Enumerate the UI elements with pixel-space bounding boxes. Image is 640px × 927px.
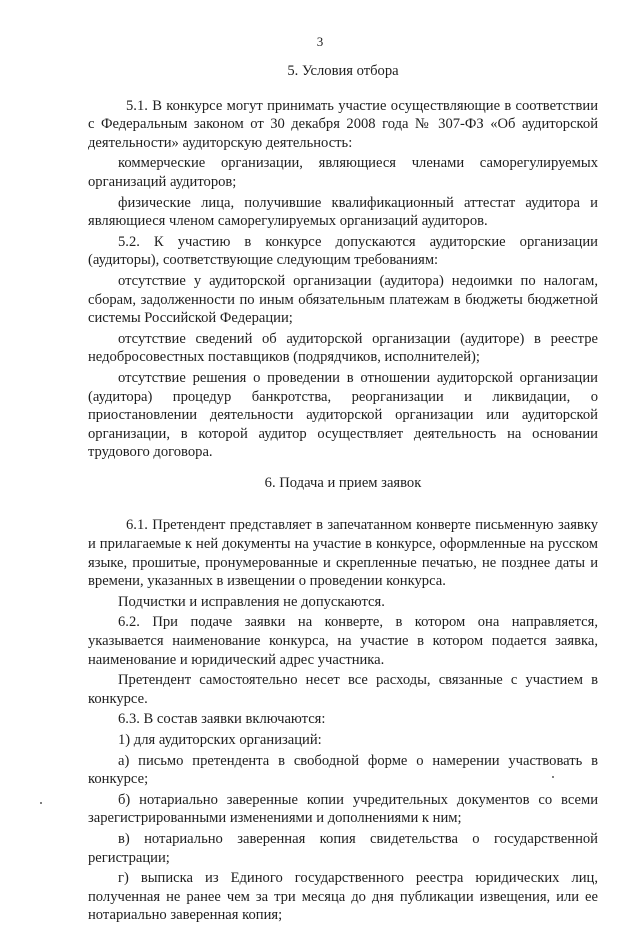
paragraph-5-1: 5.1. В конкурсе могут принимать участие осуществляющие в соответствии с Федеральным законом от 30 декабря 2008 года № 307-ФЗ «Об аудиторской деятельности» аудиторскую деятельность:: [88, 97, 598, 151]
section-6-title: 6. Подача и прием заявок: [264, 474, 422, 491]
paragraph-commercial-organizations: коммерческие организации, являющиеся членами саморегулируемых организаций аудиторов;: [88, 155, 598, 190]
list-item-b: б) нотариально заверенные копии учредительных документов со всеми зарегистрированными изменениями и дополнениями к ним;: [88, 791, 598, 827]
paragraph-6-1: 6.1. Претендент представляет в запечатанном конверте письменную заявку и прилагаемые к ней документы на участие в конкурсе, оформленные на русском языке, прошитые, пронумерованные и скрепленные печатью, не позднее даты и времени, указанных в извещении о проведении конкурса.: [88, 517, 598, 590]
paragraph-expenses: Претендент самостоятельно несет все расходы, связанные с участием в конкурсе.: [88, 672, 598, 707]
list-item-v: в) нотариально заверенная копия свидетельства о государственной регистрации;: [88, 830, 598, 866]
paragraph-6-2: 6.2. При подаче заявки на конверте, в котором она направляется, указывается наименование конкурса, на участие в котором подается заявка, наименование и юридический адрес участника.: [88, 614, 598, 668]
section-5-title: 5. Условия отбора: [287, 63, 399, 79]
scan-speck: [552, 776, 554, 778]
page-number: 3: [316, 34, 324, 49]
document-body: [88, 62, 598, 927]
paragraph-5-2: 5.2. К участию в конкурсе допускаются аудиторские организации (аудиторы), соответствующие следующим требованиям:: [88, 233, 598, 269]
list-item-a: а) письмо претендента в свободной форме о намерении участвовать в конкурсе;: [88, 752, 598, 788]
paragraph-individuals: физические лица, получившие квалификационный аттестат аудитора и являющиеся членом саморегулируемых организаций аудиторов.: [88, 194, 598, 230]
scan-speck: [40, 802, 42, 804]
list-heading-audit-organizations: 1) для аудиторских организаций:: [118, 732, 322, 748]
paragraph-no-tax-arrears: отсутствие у аудиторской организации (аудитора) недоимки по налогам, сборам, задолженности по иным обязательным платежам в бюджеты бюджетной системы Российской Федерации;: [88, 272, 598, 327]
paragraph-no-bankruptcy: отсутствие решения о проведении в отношении аудиторской организации (аудитора) процедур банкротства, реорганизации и ликвидации, о приостановлении деятельности аудиторской организации или аудиторской организации, в которой аудитор осуществляет деятельность на основании трудового договора.: [88, 369, 598, 461]
paragraph-no-unfair-supplier-record: отсутствие сведений об аудиторской организации (аудиторе) в реестре недобросовестных поставщиков (подрядчиков, исполнителей);: [88, 330, 598, 366]
paragraph-no-corrections: Подчистки и исправления не допускаются.: [118, 593, 385, 610]
paragraph-6-3: 6.3. В состав заявки включаются:: [118, 711, 326, 728]
list-item-g: г) выписка из Единого государственного реестра юридических лиц, полученная не ранее чем за три месяца до дня публикации извещения, или ее нотариально заверенная копия;: [88, 870, 598, 924]
